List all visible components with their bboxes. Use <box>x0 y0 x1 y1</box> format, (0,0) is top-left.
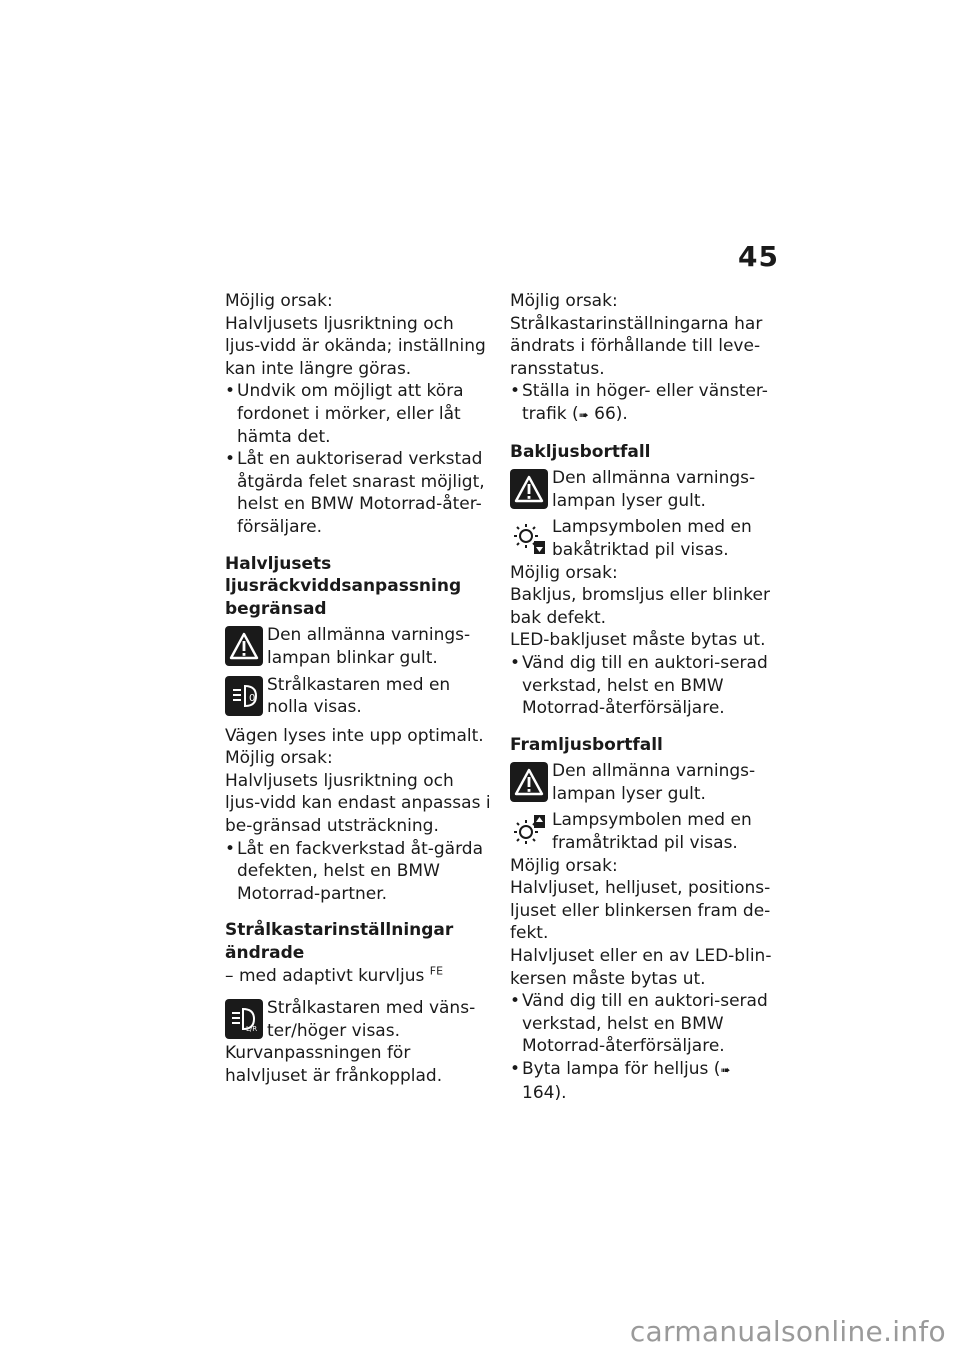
bullet-dot: • <box>225 381 236 402</box>
warning-triangle-icon <box>510 469 548 509</box>
option-line <box>225 965 493 988</box>
indicator-text: Den allmänna varnings-lampan lyser gult. <box>552 468 756 511</box>
svg-text:L/R: L/R <box>246 1025 258 1034</box>
indicator-row <box>225 674 493 719</box>
cause-label: Möjlig orsak: <box>225 291 333 311</box>
left-column <box>225 290 493 1088</box>
note-text: Kurvanpassningen för halvljuset är frånkopplad. <box>225 1043 443 1086</box>
indicator-text: Strålkastaren med en nolla visas. <box>267 674 451 718</box>
bullet-dot: • <box>225 449 236 470</box>
cause-text: Halvljuset, helljuset, positions-ljuset eller blinkersen fram de-fekt. <box>510 878 771 944</box>
note-text: Halvljuset eller en av LED-blin-kersen måste bytas ut. <box>510 946 772 989</box>
indicator-text: Lampsymbolen med en bakåtriktad pil visas. <box>552 517 752 560</box>
warning-triangle-icon <box>510 762 548 802</box>
indicator-text: Lampsymbolen med en framåtriktad pil visas. <box>552 810 752 854</box>
section-heading: Bakljusbortfall <box>510 441 651 462</box>
cause-text: Strålkastarinställningarna har ändrats i förhållande till leve-ransstatus. <box>510 313 763 379</box>
cause-text: Bakljus, bromsljus eller blinker bak defekt. <box>510 585 770 628</box>
cause-label: Möjlig orsak: <box>510 855 618 876</box>
lamp-back-arrow-icon <box>510 518 548 558</box>
note-text: Vägen lyses inte upp optimalt. <box>225 725 484 746</box>
page-reference[interactable]: 66 <box>594 403 616 424</box>
option-text: med adaptivt kurvljus <box>239 965 425 986</box>
bullet-text: Undvik om möjligt att köra fordonet i mörker, eller låt hämta det. <box>237 381 464 447</box>
cause-text: Halvljusets ljusriktning och ljus-vidd är okända; inställning kan inte längre göras. <box>225 313 486 379</box>
bullet-end: ). <box>615 403 628 424</box>
option-dash: – <box>225 965 234 986</box>
bullet-text: Byta lampa för helljus ( <box>522 1059 721 1079</box>
bullet-text: Ställa in höger- eller vänster-trafik ( <box>522 381 768 424</box>
bullet-text: Låt en fackverkstad åt-gärda defekten, helst en BMW Motorrad-partner. <box>237 838 484 904</box>
indicator-row <box>510 809 778 854</box>
reference-arrow-icon: ➠ <box>720 1063 731 1077</box>
section-heading: Strålkastarinställningar ändrade <box>225 920 454 964</box>
indicator-row <box>225 997 493 1042</box>
page-reference[interactable]: 164 <box>522 1082 555 1103</box>
bullet-item <box>225 838 493 906</box>
bullet-dot: • <box>510 381 521 402</box>
bullet-dot: • <box>510 652 521 673</box>
indicator-text: Den allmänna varnings-lampan blinkar gult. <box>267 625 471 668</box>
indicator-row <box>225 624 493 669</box>
page-number: 45 <box>738 240 779 273</box>
right-column <box>510 290 778 1104</box>
watermark: carmanualsonline.info <box>629 1315 946 1348</box>
cause-label: Möjlig orsak: <box>510 562 618 583</box>
reference-arrow-icon: ➠ <box>578 407 589 422</box>
note-text: LED-bakljuset måste bytas ut. <box>510 630 766 651</box>
cause-label: Möjlig orsak: <box>225 748 333 769</box>
cause-text: Halvljusets ljusriktning och ljus-vidd kan endast anpassas i be-gränsad utsträckning. <box>225 770 491 837</box>
section-heading: Halvljusets ljusräckviddsanpassning begränsad <box>225 553 462 619</box>
bullet-item <box>225 448 493 538</box>
bullet-item <box>510 652 778 720</box>
bullet-end: ). <box>554 1082 567 1103</box>
bullet-item <box>510 990 778 1058</box>
indicator-row <box>510 760 778 805</box>
bullet-item <box>510 380 778 426</box>
indicator-row <box>510 467 778 512</box>
bullet-dot: • <box>510 991 521 1012</box>
warning-triangle-icon <box>225 626 263 666</box>
section-heading: Framljusbortfall <box>510 734 663 755</box>
headlight-zero-icon <box>225 676 263 716</box>
bullet-item <box>225 380 493 448</box>
svg-text:0: 0 <box>249 692 256 704</box>
bullet-text: Låt en auktoriserad verkstad åtgärda felet snarast möjligt, helst en BMW Motorrad-åter-försäljare. <box>237 449 485 537</box>
indicator-text: Den allmänna varnings-lampan lyser gult. <box>552 761 756 804</box>
bullet-text: Vänd dig till en auktori-serad verkstad, helst en BMW Motorrad-återförsäljare. <box>522 991 768 1057</box>
option-sup: FE <box>429 963 444 977</box>
indicator-text: Strålkastaren med väns-ter/höger visas. <box>267 998 476 1041</box>
headlight-left-right-icon <box>225 999 263 1039</box>
bullet-item <box>510 1058 778 1104</box>
bullet-dot: • <box>225 838 236 859</box>
indicator-row <box>510 516 778 561</box>
lamp-front-arrow-icon <box>510 811 548 851</box>
cause-label: Möjlig orsak: <box>510 291 618 311</box>
bullet-text: Vänd dig till en auktori-serad verkstad, helst en BMW Motorrad-återförsäljare. <box>522 652 768 719</box>
bullet-dot: • <box>510 1059 521 1079</box>
